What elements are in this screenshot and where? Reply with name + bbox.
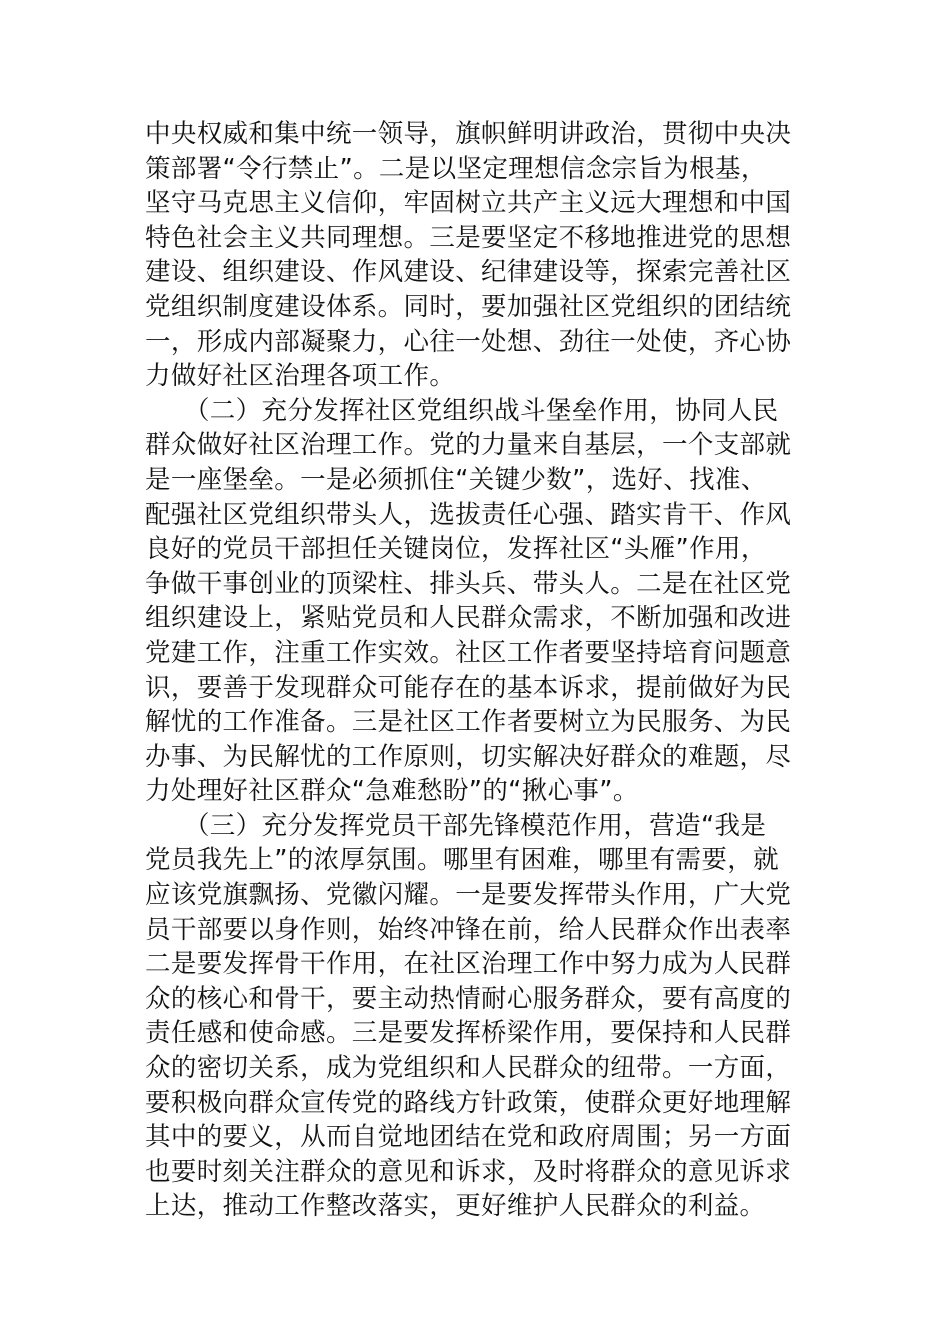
text-line: 办事、为民解忧的工作原则，切实解决好群众的难题，尽 bbox=[145, 741, 792, 772]
text-line: 识，要善于发现群众可能存在的基本诉求，提前做好为民 bbox=[145, 672, 792, 703]
text-line: 力处理好社区群众“急难愁盼”的“揪心事”。 bbox=[145, 776, 639, 807]
text-line: 力做好社区治理各项工作。 bbox=[145, 361, 456, 392]
text-line: 特色社会主义共同理想。三是要坚定不移地推进党的思想 bbox=[145, 222, 792, 253]
text-line: 中央权威和集中统一领导，旗帜鲜明讲政治，贯彻中央决 bbox=[145, 119, 792, 149]
text-line: 二是要发挥骨干作用，在社区治理工作中努力成为人民群 bbox=[145, 949, 792, 980]
text-line: 上达，推动工作整改落实，更好维护人民群众的利益。 bbox=[145, 1191, 766, 1222]
text-line: 众的核心和骨干，要主动热情耐心服务群众，要有高度的 bbox=[145, 983, 792, 1014]
text-line: 解忧的工作准备。三是社区工作者要树立为民服务、为民 bbox=[145, 707, 792, 738]
text-line: （三）充分发挥党员干部先锋模范作用，营造“我是 bbox=[145, 810, 767, 841]
text-line: 党建工作，注重工作实效。社区工作者要坚持培育问题意 bbox=[145, 637, 792, 668]
text-line: 众的密切关系，成为党组织和人民群众的纽带。一方面， bbox=[145, 1053, 792, 1084]
text-line: 组织建设上，紧贴党员和人民群众需求，不断加强和改进 bbox=[145, 603, 792, 634]
text-line: 一，形成内部凝聚力，心往一处想、劲往一处使，齐心协 bbox=[145, 326, 792, 357]
text-line: 坚守马克思主义信仰，牢固树立共产主义远大理想和中国 bbox=[145, 188, 792, 219]
text-line: 应该党旗飘扬、党徽闪耀。一是要发挥带头作用，广大党 bbox=[145, 880, 792, 911]
text-line: 党员我先上”的浓厚氛围。哪里有困难，哪里有需要，就 bbox=[145, 845, 779, 876]
text-line: 员干部要以身作则，始终冲锋在前，给人民群众作出表率 bbox=[145, 914, 792, 945]
text-line: 也要时刻关注群众的意见和诉求，及时将群众的意见诉求 bbox=[145, 1156, 792, 1187]
text-line: 要积极向群众宣传党的路线方针政策，使群众更好地理解 bbox=[145, 1087, 792, 1118]
text-line: 良好的党员干部担任关键岗位，发挥社区“头雁”作用， bbox=[145, 534, 767, 565]
text-line: 党组织制度建设体系。同时，要加强社区党组织的团结统 bbox=[145, 291, 792, 322]
text-line: （二）充分发挥社区党组织战斗堡垒作用，协同人民 bbox=[145, 395, 779, 426]
text-line: 是一座堡垒。一是必须抓住“关键少数”，选好、找准、 bbox=[145, 464, 767, 495]
text-line: 建设、组织建设、作风建设、纪律建设等，探索完善社区 bbox=[145, 257, 792, 288]
text-line: 责任感和使命感。三是要发挥桥梁作用，要保持和人民群 bbox=[145, 1018, 792, 1049]
text-line: 策部署“令行禁止”。二是以坚定理想信念宗旨为根基， bbox=[145, 153, 767, 184]
body-text bbox=[145, 117, 835, 1224]
text-line: 配强社区党组织带头人，选拔责任心强、踏实肯干、作风 bbox=[145, 499, 792, 530]
text-line: 群众做好社区治理工作。党的力量来自基层，一个支部就 bbox=[145, 430, 792, 461]
text-line: 其中的要义，从而自觉地团结在党和政府周围；另一方面 bbox=[145, 1122, 792, 1153]
text-line: 争做干事创业的顶梁柱、排头兵、带头人。二是在社区党 bbox=[145, 568, 792, 599]
